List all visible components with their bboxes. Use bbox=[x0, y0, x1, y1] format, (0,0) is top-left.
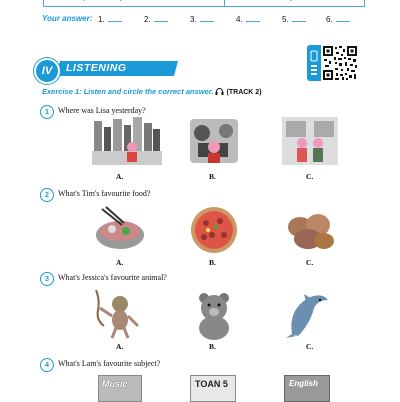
answer-number: 2. bbox=[144, 15, 151, 24]
option-2a-image[interactable] bbox=[92, 205, 148, 255]
option-3a-label[interactable]: A. bbox=[116, 342, 124, 351]
top-left-number bbox=[48, 0, 54, 1]
answer-blank[interactable] bbox=[200, 14, 214, 22]
answer-blank[interactable] bbox=[108, 14, 122, 22]
top-right-text bbox=[240, 0, 320, 1]
answer-blank[interactable] bbox=[336, 14, 350, 22]
option-4b-image[interactable] bbox=[190, 375, 236, 402]
answer-blank[interactable] bbox=[154, 14, 168, 22]
answer-slot-2[interactable] bbox=[144, 14, 168, 24]
top-left-text bbox=[58, 0, 127, 1]
option-1c-label[interactable]: C. bbox=[306, 172, 314, 181]
question-number-3: 3 bbox=[40, 272, 54, 286]
option-3c-label[interactable]: C. bbox=[306, 342, 314, 351]
question-number-1: 1 bbox=[40, 105, 54, 119]
answer-number: 6. bbox=[326, 15, 333, 24]
top-table-row bbox=[43, 0, 365, 7]
answer-number: 3. bbox=[190, 15, 197, 24]
answer-number: 4. bbox=[236, 15, 243, 24]
answer-slot-5[interactable] bbox=[282, 14, 306, 24]
option-3c-image[interactable] bbox=[282, 290, 338, 340]
table-divider bbox=[224, 0, 225, 6]
book-title-english: English bbox=[289, 379, 318, 388]
option-1a-label[interactable]: A. bbox=[116, 172, 124, 181]
option-3b-label[interactable]: B. bbox=[209, 342, 216, 351]
question-number-4: 4 bbox=[40, 358, 54, 372]
option-2a-label[interactable]: A. bbox=[116, 258, 124, 267]
answer-slot-1[interactable] bbox=[98, 14, 122, 24]
question-text-3: What's Jessica's favourite animal? bbox=[58, 273, 167, 282]
question-text-4: What's Lam's favourite subject? bbox=[58, 359, 161, 368]
book-title-music: Music bbox=[102, 379, 128, 389]
answer-number: 5. bbox=[282, 15, 289, 24]
qr-tab bbox=[307, 45, 321, 81]
option-2b-label[interactable]: B. bbox=[209, 258, 216, 267]
instruction-text: Exercise 1: Listen and circle the correct answer. bbox=[42, 87, 214, 96]
headphone-icon bbox=[215, 87, 224, 95]
answer-blank[interactable] bbox=[292, 14, 306, 22]
option-4c-image[interactable] bbox=[284, 375, 330, 402]
question-text-1: Where was Lisa yesterday? bbox=[58, 106, 146, 115]
option-3a-image[interactable] bbox=[92, 290, 148, 340]
option-4a-image[interactable] bbox=[98, 375, 142, 402]
section-title: LISTENING bbox=[66, 62, 127, 74]
option-2c-image[interactable] bbox=[282, 205, 338, 255]
book-title-toan: TOAN 5 bbox=[195, 379, 228, 389]
option-3b-image[interactable] bbox=[186, 290, 242, 340]
option-1a-image[interactable] bbox=[92, 117, 162, 167]
answer-number: 1. bbox=[98, 15, 105, 24]
qr-block[interactable] bbox=[307, 45, 367, 81]
exercise-instruction bbox=[42, 87, 262, 96]
track-label: (TRACK 2) bbox=[226, 89, 262, 96]
option-1b-image[interactable] bbox=[186, 117, 242, 167]
section-number-badge: IV bbox=[34, 58, 60, 84]
answer-slot-4[interactable] bbox=[236, 14, 260, 24]
qr-code-icon[interactable] bbox=[322, 45, 358, 81]
option-2c-label[interactable]: C. bbox=[306, 258, 314, 267]
phone-icon bbox=[307, 45, 321, 81]
answer-slot-6[interactable] bbox=[326, 14, 350, 24]
question-number-2: 2 bbox=[40, 188, 54, 202]
option-2b-image[interactable] bbox=[186, 205, 242, 255]
option-1b-label[interactable]: B. bbox=[209, 172, 216, 181]
your-answer-label: Your answer: bbox=[42, 14, 93, 23]
top-right-number bbox=[230, 0, 234, 1]
option-1c-image[interactable] bbox=[282, 117, 338, 167]
answer-slot-3[interactable] bbox=[190, 14, 214, 24]
question-text-2: What's Tim's favourite food? bbox=[58, 189, 151, 198]
answer-blank[interactable] bbox=[246, 14, 260, 22]
